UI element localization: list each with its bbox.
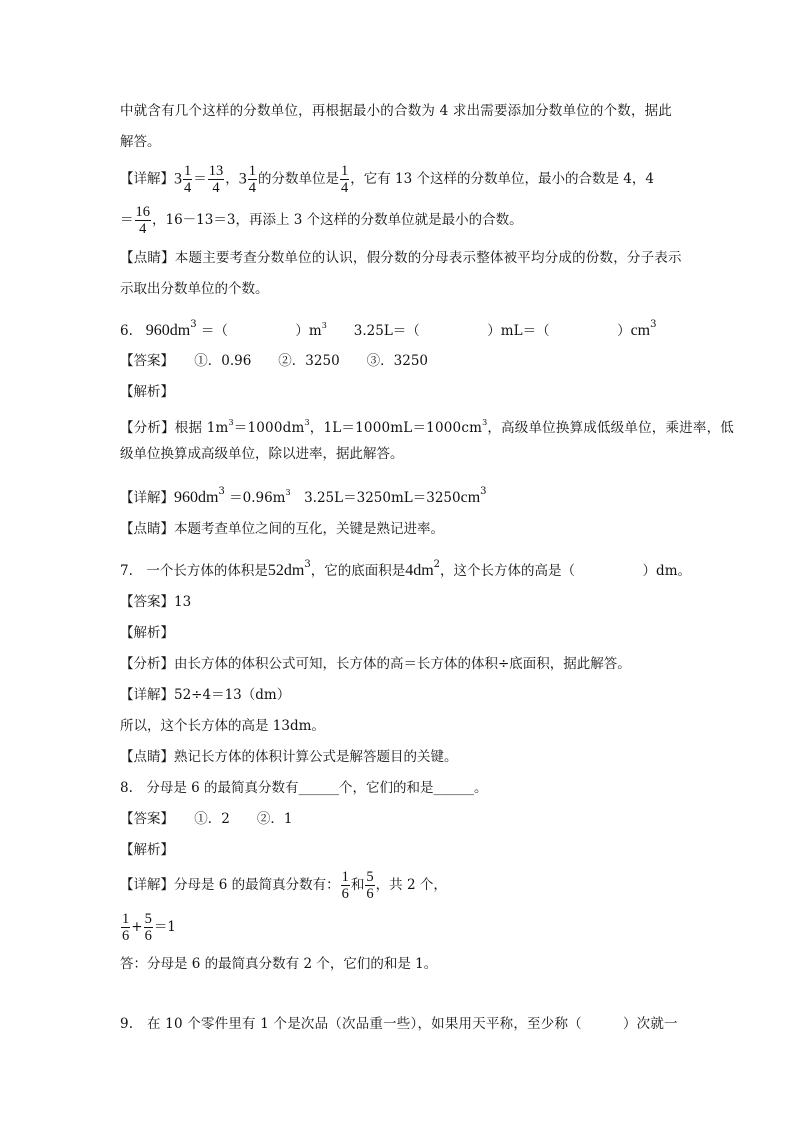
text-span: 7. 一个长方体的体积是 bbox=[120, 563, 268, 579]
text-line: 解答。 bbox=[120, 134, 161, 150]
text-line: 示取出分数单位的个数。 bbox=[120, 281, 269, 297]
exponent: 3 bbox=[228, 418, 234, 427]
text-line: 中就含有几个这样的分数单位，再根据最小的合数为 4 求出需要添加分数单位的个数，据此 bbox=[120, 103, 673, 119]
answer-line: 【答案】 ①．0.96 ②．3250 ③．3250 bbox=[120, 353, 429, 369]
exponent: 3 bbox=[285, 488, 291, 497]
math-text: cm bbox=[460, 489, 481, 506]
exponent: 3 bbox=[480, 486, 487, 497]
text-span: ，它有 13 个这样的分数单位，最小的合数是 4，4 bbox=[350, 171, 654, 187]
exponent: 3 bbox=[190, 319, 197, 330]
detail-line bbox=[120, 483, 680, 507]
exponent: 3 bbox=[304, 559, 311, 570]
text-span: ，1L＝1000mL＝1000cm bbox=[309, 420, 483, 436]
sum-expression bbox=[120, 908, 680, 946]
fraction-denominator: 4 bbox=[248, 180, 256, 197]
detail-label: 【详解】 bbox=[120, 171, 174, 187]
text-span: 【详解】分母是 6 的最简真分数有： bbox=[120, 877, 340, 893]
analysis-heading: 【解析】 bbox=[120, 625, 174, 641]
question-6 bbox=[120, 316, 680, 340]
text-span: 【分析】根据 1m bbox=[120, 420, 229, 436]
text-span: ＝1000dm bbox=[233, 420, 305, 436]
fraction-denominator: 6 bbox=[144, 928, 152, 944]
text-span: 3.25L＝3250mL＝3250 bbox=[290, 490, 461, 506]
math-text: 960dm bbox=[174, 489, 219, 506]
fraction-numerator: 5 bbox=[366, 869, 374, 885]
question-9: 9. 在 10 个零件里有 1 个是次品（次品重一些），如果用天平称，至少称（ ）次就一 bbox=[120, 1016, 678, 1032]
exponent: 3 bbox=[650, 319, 657, 330]
detail-line-fractions bbox=[120, 866, 680, 904]
mixed-number bbox=[174, 160, 193, 199]
fraction bbox=[208, 163, 225, 196]
fraction-numerator: 1 bbox=[122, 911, 130, 927]
text-span: 和 bbox=[350, 877, 365, 893]
fraction bbox=[135, 204, 152, 237]
question-7 bbox=[120, 556, 691, 580]
fraction-denominator: 6 bbox=[341, 886, 349, 902]
fraction-denominator: 4 bbox=[341, 180, 349, 196]
fraction-numerator: 16 bbox=[135, 204, 150, 220]
key-point-line: 【点睛】熟记长方体的体积计算公式是解答题目的关键。 bbox=[120, 749, 458, 765]
text-span: ，16－13＝3，再添上 3 个这样的分数单位就是最小的合数。 bbox=[152, 212, 523, 228]
plus-sign: + bbox=[131, 919, 143, 935]
answer-line: 【答案】13 bbox=[120, 594, 192, 610]
fraction-numerator: 1 bbox=[184, 163, 192, 180]
detail-line: 【详解】52÷4＝13（dm） bbox=[120, 687, 291, 703]
text-span: 的分数单位是 bbox=[258, 171, 339, 187]
fraction-numerator: 5 bbox=[144, 911, 152, 927]
equals-sign: ＝ bbox=[193, 171, 207, 187]
key-point-line: 【点睛】本题考查单位之间的互化，关键是熟记进率。 bbox=[120, 521, 444, 537]
mixed-whole: 3 bbox=[174, 170, 182, 188]
mixed-whole: 3 bbox=[238, 170, 247, 188]
text-span: ＝0.96m bbox=[224, 490, 286, 506]
analysis-line bbox=[120, 414, 734, 437]
fraction-numerator: 1 bbox=[341, 869, 349, 885]
exponent: 3 bbox=[482, 418, 488, 427]
equals-sign: ＝ bbox=[120, 212, 134, 228]
math-text: 52dm bbox=[267, 562, 305, 579]
math-text: cm bbox=[630, 322, 651, 339]
fraction-denominator: 4 bbox=[184, 180, 192, 197]
text-span: ，共 2 个， bbox=[375, 877, 447, 893]
text-line: 所以，这个长方体的高是 13dm。 bbox=[120, 718, 325, 734]
question-8: 8. 分母是 6 的最简真分数有______个，它们的和是______。 bbox=[120, 780, 488, 796]
exponent: 3 bbox=[321, 321, 327, 330]
text-span: ，这个长方体的高是（ ）dm。 bbox=[440, 563, 691, 579]
text-span: ＝1 bbox=[153, 919, 176, 935]
fraction-denominator: 6 bbox=[366, 886, 374, 902]
conclusion-line: 答：分母是 6 的最简真分数有 2 个，它们的和是 1。 bbox=[120, 956, 438, 972]
analysis-heading: 【解析】 bbox=[120, 842, 174, 858]
text-span: ＝（ ）m bbox=[196, 323, 322, 339]
text-span: ，高级单位换算成低级单位，乘进率，低 bbox=[487, 420, 734, 436]
comma: ， bbox=[225, 171, 239, 187]
fraction bbox=[365, 869, 374, 902]
detail-line-continued bbox=[120, 201, 680, 239]
fraction-numerator: 13 bbox=[208, 163, 224, 179]
exponent: 2 bbox=[433, 559, 441, 570]
analysis-heading: 【解析】 bbox=[120, 384, 174, 400]
answer-line: 【答案】 ①．2 ②．1 bbox=[120, 811, 293, 827]
key-point-line: 【点睛】本题主要考查分数单位的认识，假分数的分母表示整体被平均分成的份数，分子表示 bbox=[120, 250, 682, 266]
exponent: 3 bbox=[218, 486, 225, 497]
fraction bbox=[341, 869, 350, 902]
fraction bbox=[121, 911, 130, 944]
math-text: 960dm bbox=[145, 322, 191, 339]
fraction bbox=[340, 163, 349, 196]
fraction bbox=[183, 163, 192, 196]
fraction-numerator: 1 bbox=[341, 163, 349, 179]
exponent: 3 bbox=[304, 418, 310, 427]
detail-line-fractions bbox=[120, 160, 680, 199]
question-number: 6. bbox=[120, 323, 133, 339]
fraction bbox=[248, 163, 257, 196]
text-span: ，它的底面积是 bbox=[310, 563, 406, 579]
fraction-numerator: 1 bbox=[248, 163, 256, 180]
fraction-denominator: 4 bbox=[212, 180, 220, 196]
text-span: 3.25L＝（ ）mL＝（ ） bbox=[326, 323, 631, 339]
fraction-denominator: 4 bbox=[139, 221, 147, 237]
fraction-denominator: 6 bbox=[122, 928, 130, 944]
fraction bbox=[144, 911, 153, 944]
math-text: 4dm bbox=[405, 562, 434, 579]
analysis-line: 【分析】由长方体的体积公式可知，长方体的高＝长方体的体积÷底面积，据此解答。 bbox=[120, 656, 631, 672]
detail-label: 【详解】 bbox=[120, 490, 174, 506]
text-line: 级单位换算成高级单位，除以进率，据此解答。 bbox=[120, 446, 404, 462]
mixed-number bbox=[239, 160, 258, 199]
